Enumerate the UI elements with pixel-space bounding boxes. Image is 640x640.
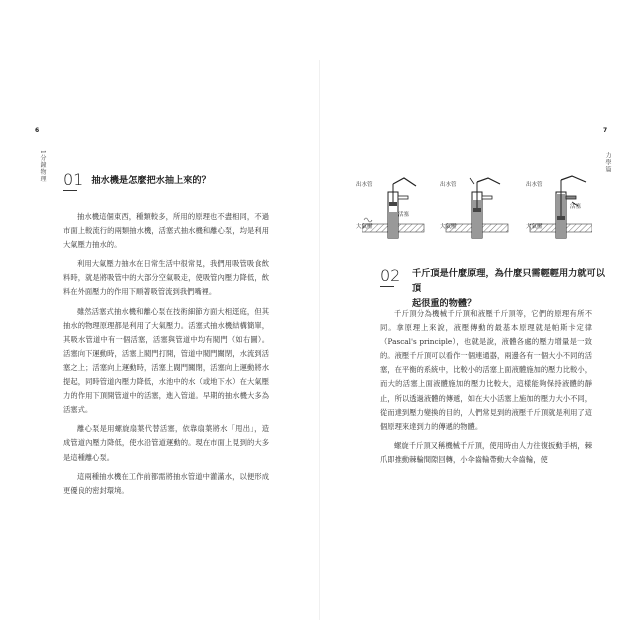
label-atmosphere-1: 大氣壓 <box>356 224 373 230</box>
running-head-left: 1分鐘物理 <box>39 150 46 183</box>
paragraph: 雖然活塞式抽水機和離心泵在技術細節方面大相逕庭，但其抽水的物理原理都是利用了大氣壓力。活塞式抽水機結構簡單，其吸水管道中有一個活塞，活塞與管道中均有閥門（如右圖）。活塞向下運動時，活塞上閥門打開，管道中閥門關閉，水流到活塞之上；活塞向上運動時，活塞上閥門關閉，活塞向上運動將水提起，同時管道內壓力降低，水池中的水（或地下水）在大氣壓力的作用下頂開管道中的活塞，進入管道。早期的抽水機大多為活塞式。 <box>63 306 269 415</box>
right-page <box>320 0 640 640</box>
paragraph: 抽水機這個東西，種類較多，所用的原理也不盡相同，不過市面上較流行的兩類抽水機，活塞式抽水機和離心泵，均是利用大氣壓力抽水的。 <box>63 212 269 250</box>
pump-diagram <box>356 172 592 247</box>
question-title <box>412 266 612 311</box>
page-number-right: 7 <box>603 127 608 134</box>
label-outlet-2: 出水管 <box>440 182 457 188</box>
label-outlet-3: 出水管 <box>526 182 543 188</box>
label-atmosphere-2: 大氣壓 <box>440 224 457 230</box>
heading-rule <box>380 286 394 287</box>
paragraph: 螺旋千斤頂又稱機械千斤頂，使用時由人力往復扳動手柄，棘爪即推動棘輪間隙回轉，小伞齒輪帶動大伞齒輪，使 <box>380 440 592 464</box>
page-number-left: 6 <box>35 127 40 134</box>
heading-rule <box>63 190 77 191</box>
paragraph: 千斤頂分為機械千斤頂和液壓千斤頂等，它們的原理有所不同。拿原理上來說，液壓傳動的最基本原理就是帕斯卡定律（Pascal's principle），也就是說，液體各處的壓力增量是一致的。液壓千斤頂可以看作一個連通器，兩邊各有一個大小不同的活塞，在平衡的系統中，比較小的活塞上面液體施加的壓力比較小，而大的活塞上面液體施加的壓力比較大，這樣能夠保持液體的靜止，所以透過液體的傳遞，如在大小活塞上施加的壓力大小不同，從而達到壓力變換的目的，人們常見到的液壓千斤頂就是利用了這個原理來達到力的傳遞的物體。 <box>380 309 592 431</box>
question-title-line-1: 千斤頂是什麼原理，為什麼只需輕輕用力就可以頂 <box>412 268 605 294</box>
question-title: 抽水機是怎麼把水抽上來的？ <box>91 175 211 186</box>
paragraph: 離心泵是用螺旋扇葉代替活塞，依靠扇葉將水「甩出」，造成管道內壓力降低，使水沿管道運動的。現在市面上見到的大多是這種離心泵。 <box>63 424 269 462</box>
running-head-right: 力學篇 <box>604 152 611 173</box>
question-number: 02 <box>380 266 401 285</box>
paragraph: 利用大氣壓力抽水在日常生活中很常見，我們用吸管吸食飲料時，就是將吸管中的大部分空氣吸走，使吸管內壓力降低，飲料在外面壓力的作用下順著吸管流到我們嘴裡。 <box>63 259 269 297</box>
left-body <box>63 210 269 498</box>
question-title-line-2: 起很重的物體？ <box>412 298 477 309</box>
label-outlet-1: 出水管 <box>356 182 373 188</box>
paragraph: 這兩種抽水機在工作前都需將抽水管道中灌滿水，以便形成更優良的密封環境。 <box>63 471 269 495</box>
question-heading-01 <box>63 172 211 188</box>
label-atmosphere-3: 大氣壓 <box>526 224 543 230</box>
label-piston-3: 活塞 <box>570 204 582 210</box>
pump-diagram-svg <box>362 172 592 247</box>
label-piston-1: 活塞 <box>398 212 410 218</box>
question-number: 01 <box>63 170 84 189</box>
question-heading-02 <box>380 268 400 284</box>
right-body <box>380 307 592 467</box>
